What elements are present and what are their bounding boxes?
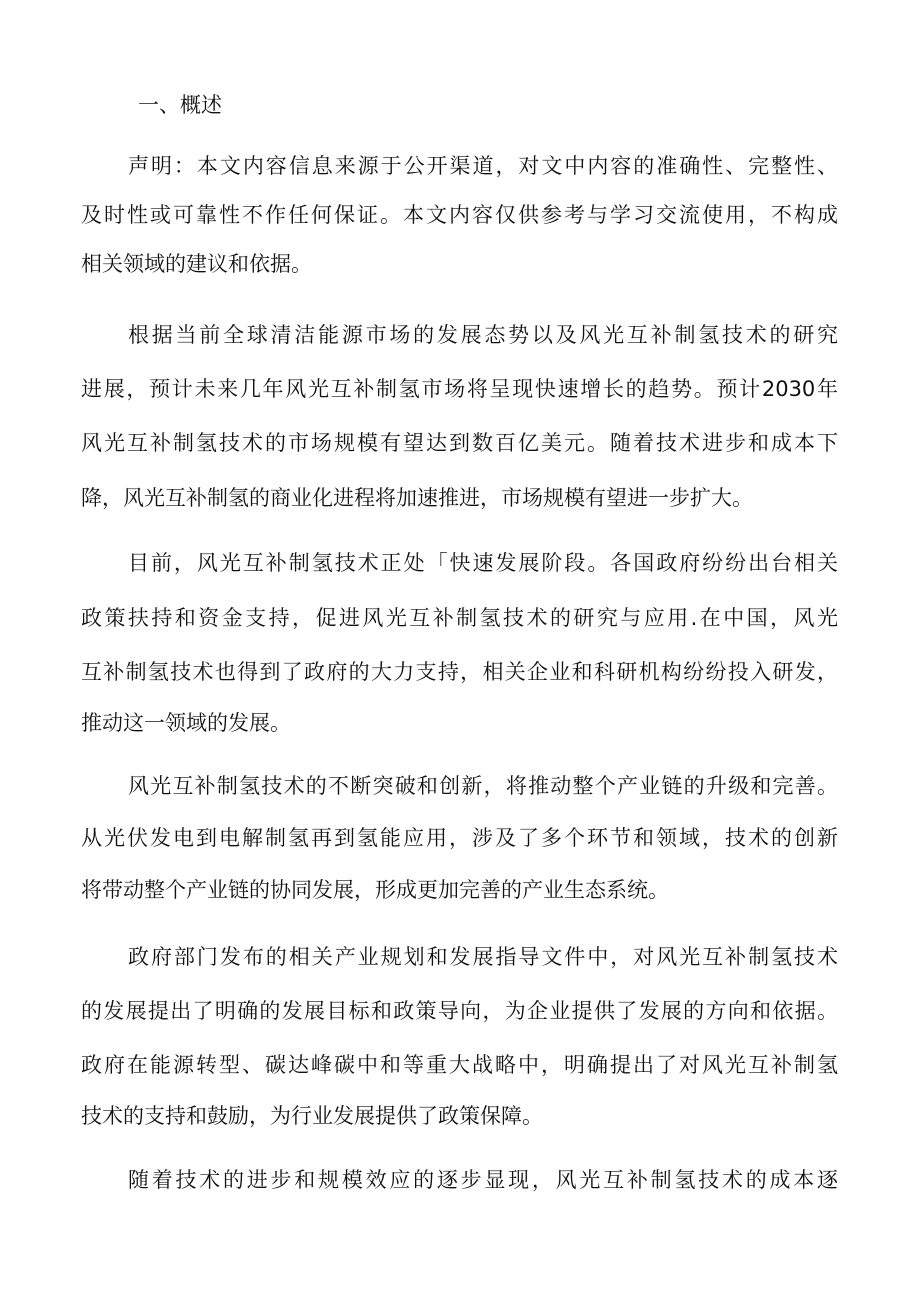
- section-heading: 一、概述: [138, 93, 222, 117]
- paragraph-industry-line: 从光伏发电到电解制氢再到氢能应用，涉及了多个环节和领域，技术的创新: [81, 826, 838, 850]
- paragraph-market-line: 降，风光互补制氢的商业化进程将加速推进，市场规模有望进一步扩大。: [81, 486, 753, 510]
- paragraph-policy-line: 政府部门发布的相关产业规划和发展指导文件中，对风光互补制氢技术: [128, 945, 838, 969]
- paragraph-disclaimer-line: 及时性或可靠性不作任何保证。本文内容仅供参考与学习交流使用，不构成: [81, 203, 838, 227]
- paragraph-policy-line: 技术的支持和鼓励，为行业发展提供了政策保障。: [81, 1104, 543, 1128]
- paragraph-disclaimer-line: 声明：本文内容信息来源于公开渠道，对文中内容的准确性、完整性、: [128, 154, 838, 178]
- paragraph-cost-line: 随着技术的进步和规模效应的逐步显现，风光互补制氢技术的成本逐: [128, 1168, 838, 1192]
- paragraph-status-line: 互补制氢技术也得到了政府的大力支持，相关企业和科研机构纷纷投入研发，: [81, 660, 838, 684]
- paragraph-status-line: 推动这一领域的发展。: [81, 711, 291, 735]
- paragraph-disclaimer-line: 相关领域的建议和依据。: [81, 252, 312, 276]
- paragraph-market-line: 进展，预计未来几年风光互补制氢市场将呈现快速增长的趋势。预计2030年: [81, 377, 838, 401]
- paragraph-status-line: 政策扶持和资金支持，促进风光互补制氢技术的研究与应用.在中国，风光: [81, 606, 838, 630]
- paragraph-industry-line: 将带动整个产业链的协同发展，形成更加完善的产业生态系统。: [81, 878, 669, 902]
- paragraph-market-line: 风光互补制氢技术的市场规模有望达到数百亿美元。随着技术进步和成本下: [81, 431, 838, 455]
- paragraph-policy-line: 政府在能源转型、碳达峰碳中和等重大战略中，明确提出了对风光互补制氢: [81, 1053, 838, 1077]
- paragraph-market-line: 根据当前全球清洁能源市场的发展态势以及风光互补制氢技术的研究: [128, 323, 838, 347]
- paragraph-policy-line: 的发展提出了明确的发展目标和政策导向，为企业提供了发展的方向和依据。: [81, 999, 838, 1023]
- paragraph-status-line: 目前，风光互补制氢技术正处「快速发展阶段。各国政府纷纷出台相关: [128, 551, 838, 575]
- paragraph-industry-line: 风光互补制氢技术的不断突破和创新，将推动整个产业链的升级和完善。: [128, 774, 838, 798]
